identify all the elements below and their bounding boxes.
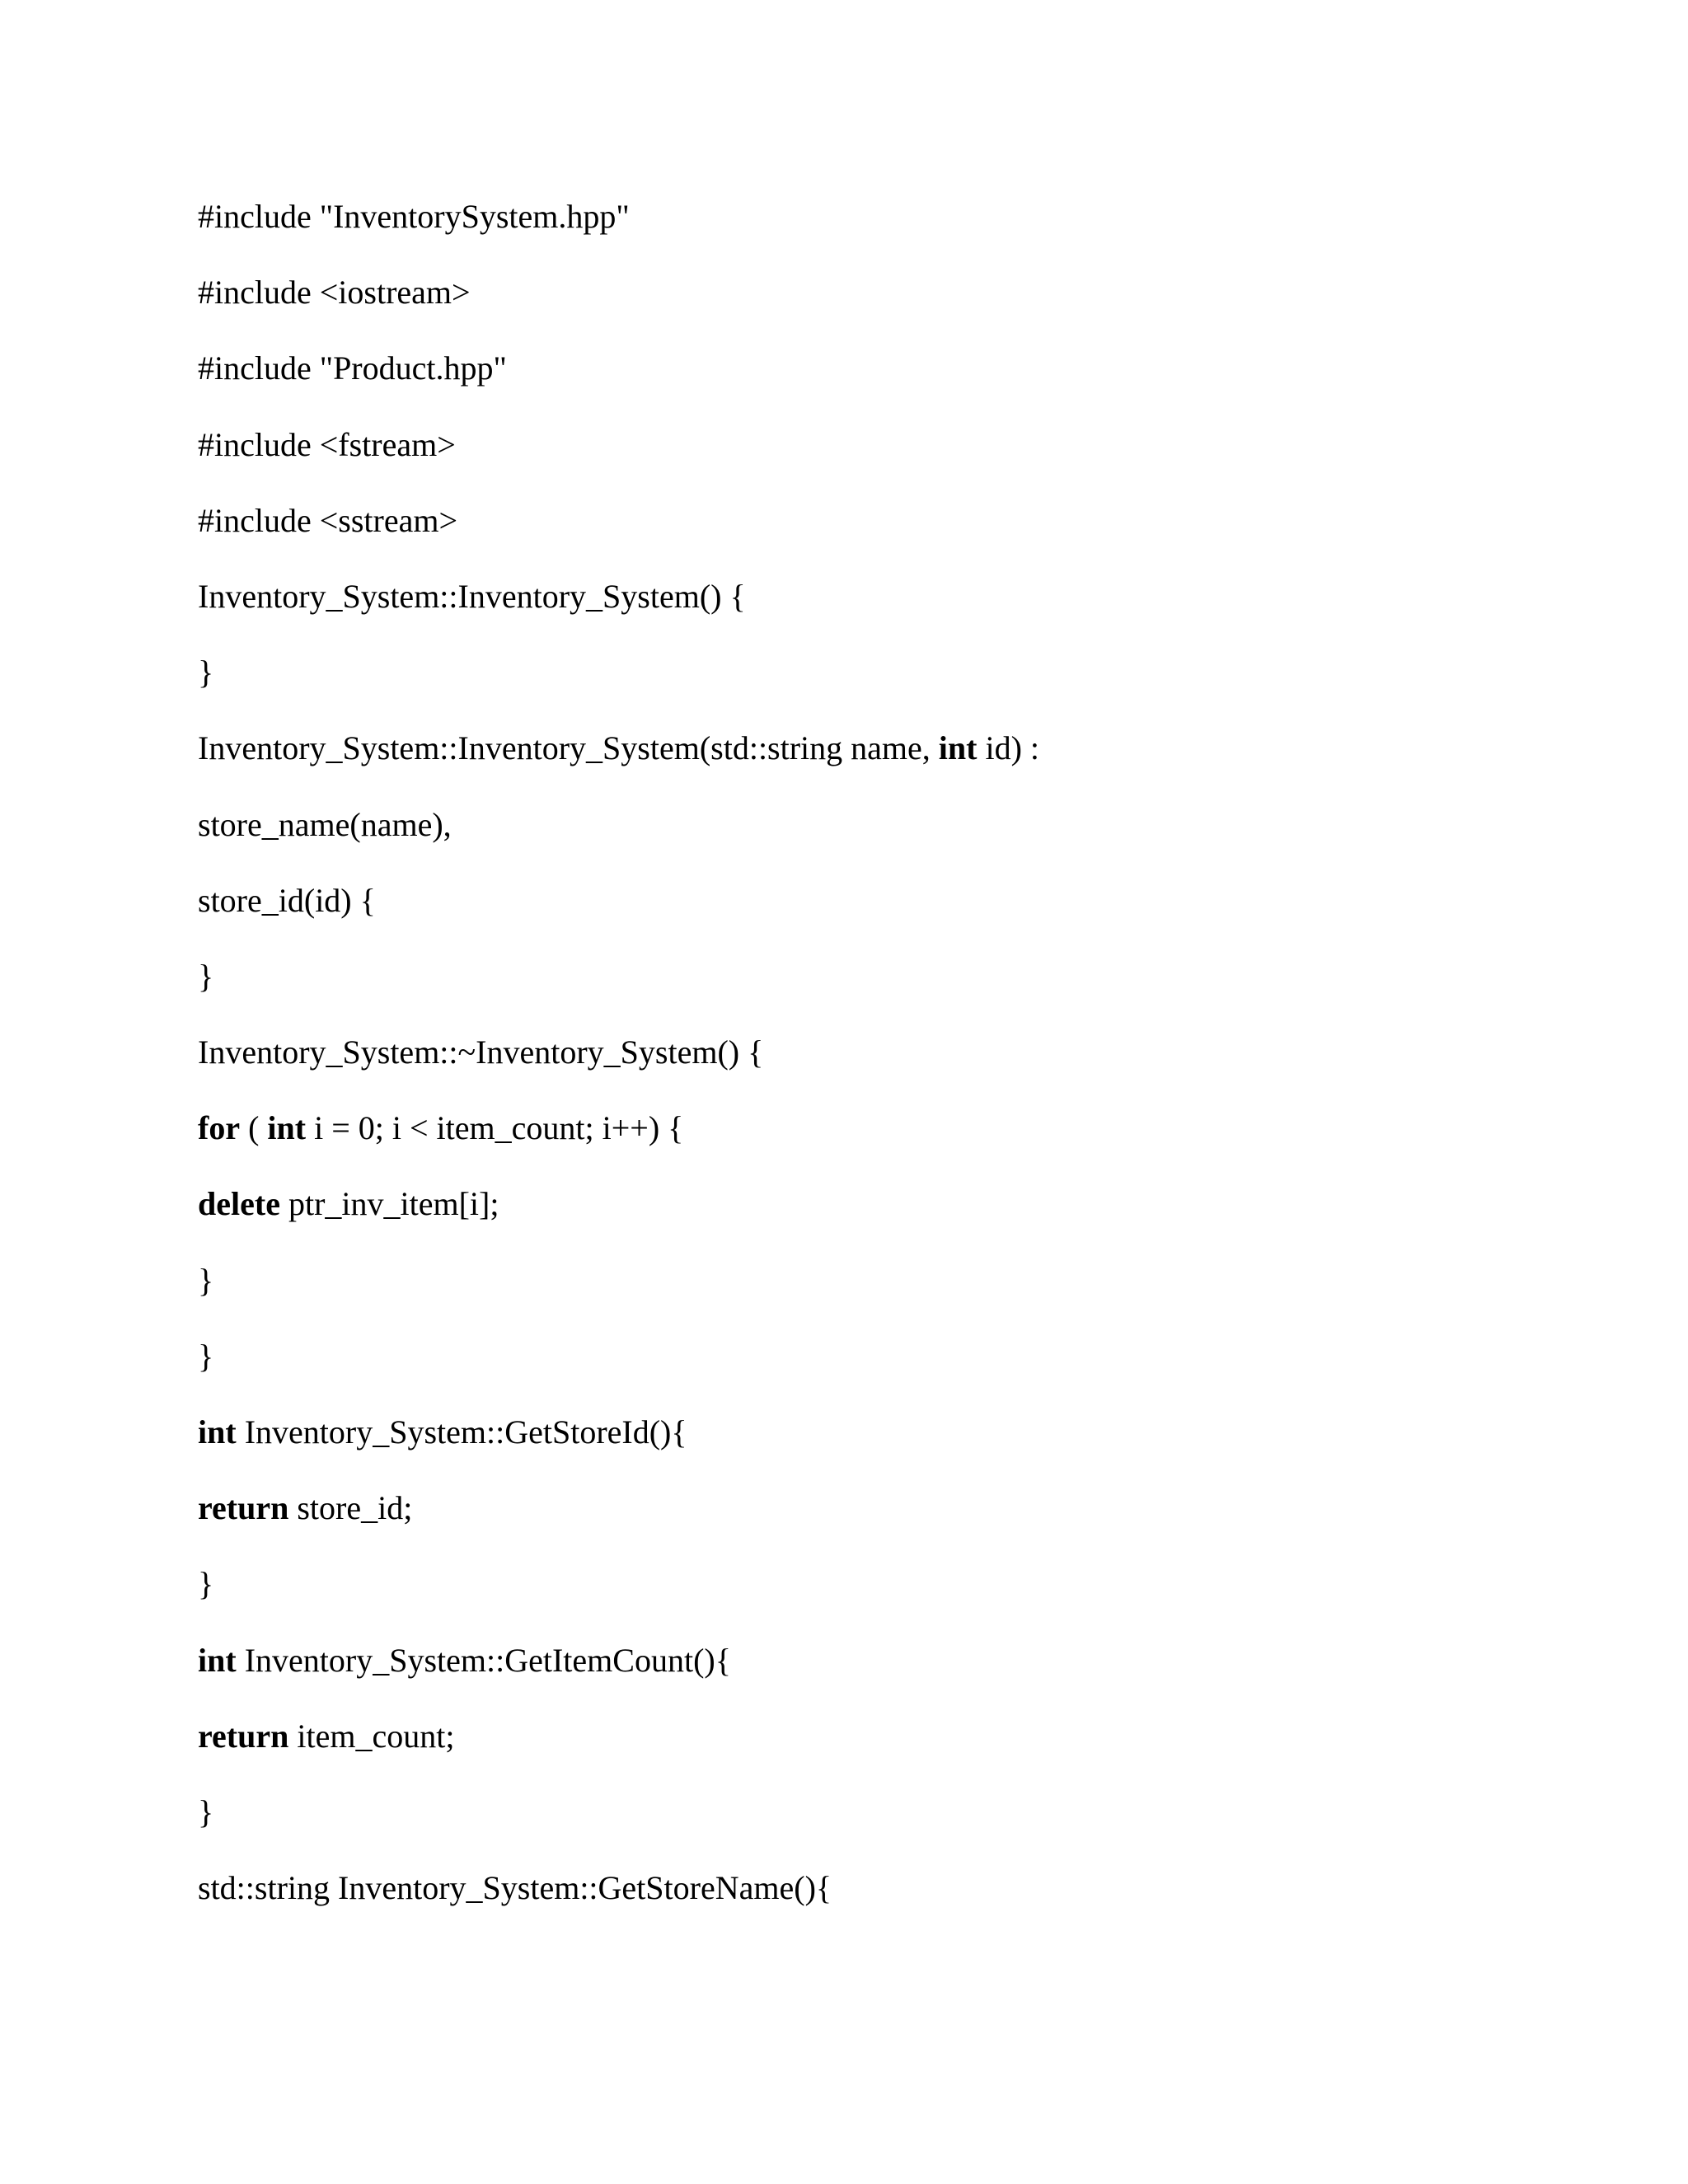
code-keyword: delete bbox=[198, 1185, 280, 1223]
code-text: ptr_inv_item[i]; bbox=[279, 1185, 499, 1223]
code-text: std::string Inventory_System::GetStoreName(){ bbox=[198, 1869, 832, 1907]
code-line bbox=[198, 1412, 1599, 1488]
code-line bbox=[198, 804, 1599, 880]
code-text: #include "InventorySystem.hpp" bbox=[198, 198, 630, 235]
code-keyword: return bbox=[198, 1489, 289, 1527]
code-line bbox=[198, 348, 1599, 424]
code-text: store_name(name), bbox=[198, 805, 452, 843]
code-line bbox=[198, 500, 1599, 576]
code-text: } bbox=[198, 654, 214, 691]
code-line bbox=[198, 880, 1599, 956]
code-line bbox=[198, 1108, 1599, 1183]
code-keyword: int bbox=[198, 1413, 237, 1451]
code-line bbox=[198, 1032, 1599, 1108]
code-text: Inventory_System::GetStoreId(){ bbox=[236, 1413, 687, 1451]
code-keyword: return bbox=[198, 1717, 289, 1755]
code-text: Inventory_System::Inventory_System(std::string name, bbox=[198, 729, 939, 767]
code-line bbox=[198, 1868, 1599, 1943]
code-listing bbox=[198, 196, 1599, 1943]
code-line bbox=[198, 1563, 1599, 1639]
code-line bbox=[198, 652, 1599, 728]
code-line bbox=[198, 1488, 1599, 1563]
code-text: store_id(id) { bbox=[198, 881, 376, 919]
code-text: Inventory_System::Inventory_System() { bbox=[198, 577, 746, 615]
code-line bbox=[198, 1716, 1599, 1792]
code-line bbox=[198, 1640, 1599, 1716]
code-text: ( bbox=[240, 1109, 268, 1147]
code-text: } bbox=[198, 1793, 214, 1830]
code-keyword: for bbox=[198, 1109, 241, 1147]
code-keyword: int bbox=[198, 1641, 237, 1679]
code-line bbox=[198, 196, 1599, 272]
code-text: item_count; bbox=[288, 1717, 455, 1755]
code-line bbox=[198, 1260, 1599, 1336]
code-text: #include <iostream> bbox=[198, 274, 471, 312]
code-text: } bbox=[198, 1565, 214, 1603]
code-line bbox=[198, 424, 1599, 500]
code-line bbox=[198, 1183, 1599, 1259]
code-text: } bbox=[198, 957, 214, 995]
code-keyword: int bbox=[267, 1109, 307, 1147]
code-line bbox=[198, 956, 1599, 1032]
code-line bbox=[198, 576, 1599, 652]
code-text: Inventory_System::GetItemCount(){ bbox=[236, 1641, 731, 1679]
code-text: #include <fstream> bbox=[198, 425, 456, 463]
code-text: #include "Product.hpp" bbox=[198, 349, 507, 387]
code-text: } bbox=[198, 1261, 214, 1299]
code-text: } bbox=[198, 1337, 214, 1375]
code-text: Inventory_System::~Inventory_System() { bbox=[198, 1033, 764, 1071]
code-line bbox=[198, 272, 1599, 348]
code-keyword: int bbox=[938, 729, 978, 767]
code-line bbox=[198, 1336, 1599, 1412]
code-line bbox=[198, 728, 1599, 804]
code-text: store_id; bbox=[288, 1489, 413, 1527]
code-line bbox=[198, 1792, 1599, 1868]
code-text: #include <sstream> bbox=[198, 501, 458, 539]
code-text: id) : bbox=[977, 729, 1040, 767]
code-text: i = 0; i < item_count; i++) { bbox=[306, 1109, 684, 1147]
